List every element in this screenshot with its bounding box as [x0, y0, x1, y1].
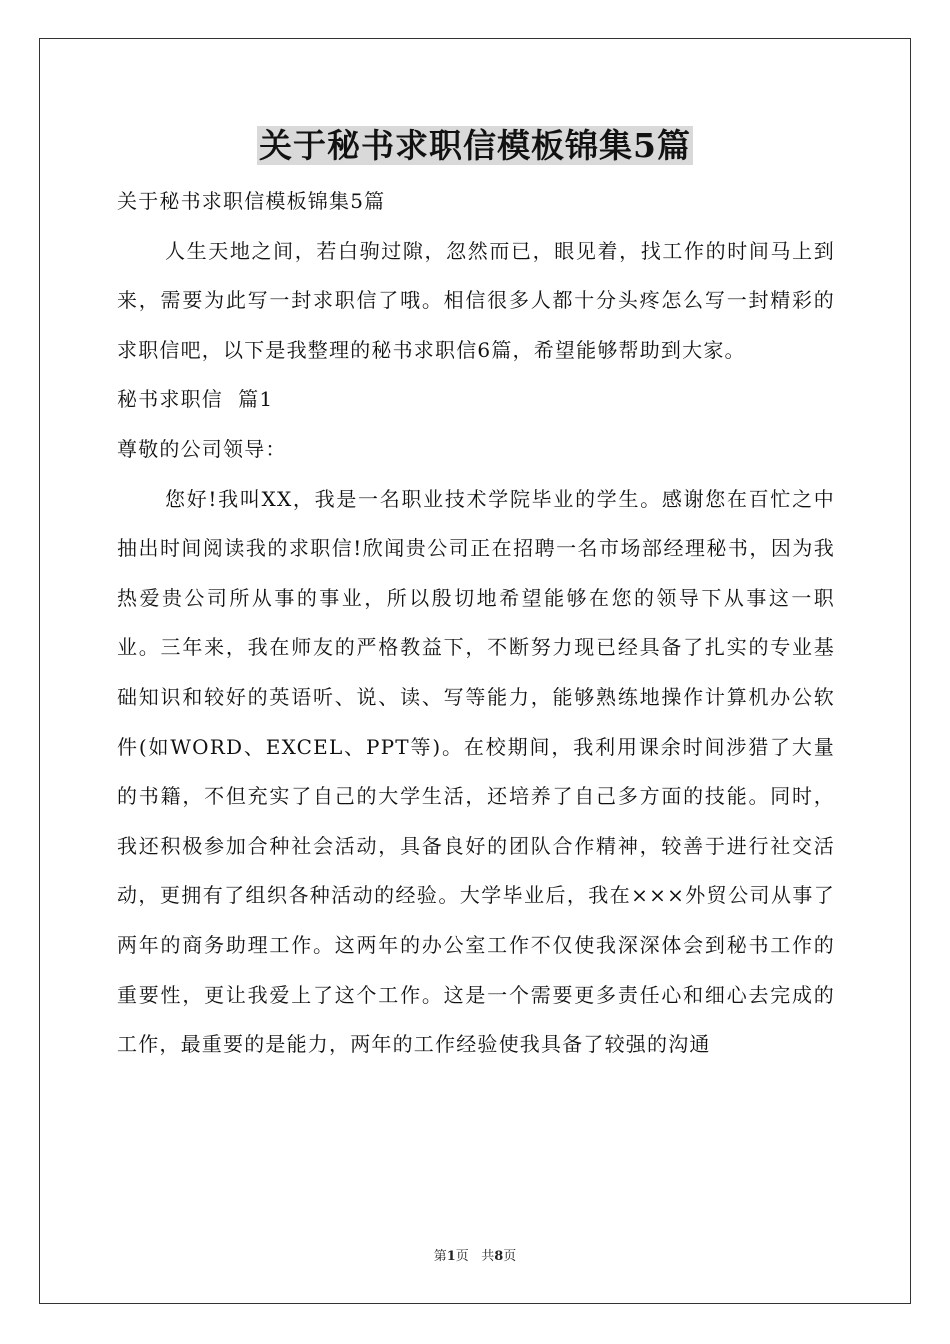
- section-heading: 秘书求职信 篇1: [117, 387, 274, 412]
- footer-page-suffix: 页: [503, 1249, 517, 1264]
- footer-page-prefix: 第: [433, 1249, 447, 1264]
- footer-page-current: 1: [446, 1249, 456, 1264]
- footer-page-mid: 页 共: [455, 1249, 495, 1264]
- footer-page-total: 8: [494, 1249, 504, 1264]
- page-footer: [0, 1248, 950, 1266]
- document-title: [0, 122, 950, 170]
- document-body: [117, 177, 835, 1070]
- document-title-text: 关于秘书求职信模板锦集5篇: [259, 126, 691, 165]
- document-subtitle: 关于秘书求职信模板锦集5篇: [117, 189, 386, 213]
- letter-body-paragraph: 您好!我叫XX，我是一名职业技术学院毕业的学生。感谢您在百忙之中抽出时间阅读我的求职信!欣闻贵公司正在招聘一名市场部经理秘书，因为我热爱贵公司所从事的事业，所以殷切地希望能够在您的领导下从事这一职业。三年来，我在师友的严格教益下，不断努力现已经具备了扎实的专业基础知识和较好的英语听、说、读、写等能力，能够熟练地操作计算机办公软件(如WORD、EXCEL、PPT等)。在校期间，我利用课余时间涉猎了大量的书籍，不但充实了自己的大学生活，还培养了自己多方面的技能。同时，我还积极参加合种社会活动，具备良好的团队合作精神，较善于进行社交活动，更拥有了组织各种活动的经验。大学毕业后，我在×××外贸公司从事了两年的商务助理工作。这两年的办公室工作不仅使我深深体会到秘书工作的重要性，更让我爱上了这个工作。这是一个需要更多责任心和细心去完成的工作，最重要的是能力，两年的工作经验使我具备了较强的沟通: [117, 486, 835, 1057]
- intro-paragraph: 人生天地之间，若白驹过隙，忽然而已，眼见着，找工作的时间马上到来，需要为此写一封求职信了哦。相信很多人都十分头疼怎么写一封精彩的求职信吧，以下是我整理的秘书求职信6篇，希望能够帮助到大家。: [117, 238, 835, 362]
- salutation: 尊敬的公司领导：: [117, 436, 287, 461]
